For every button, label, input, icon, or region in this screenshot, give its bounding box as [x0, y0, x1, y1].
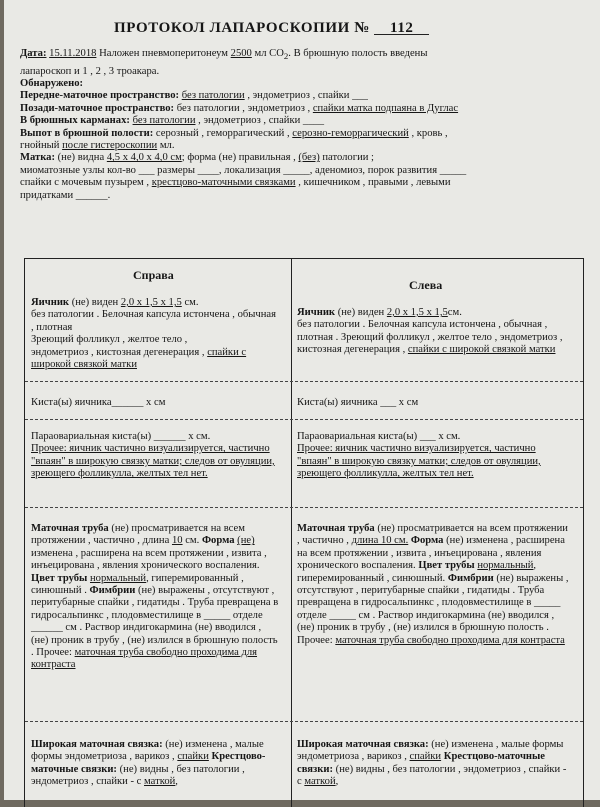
left-ligament-text: (не) изменена , малые формы эндометриоза , варикоз , — [297, 739, 564, 763]
effusion-value: серозно-геморрагический — [292, 127, 409, 139]
left-ligament-label: Широкая маточная связка: — [297, 739, 429, 750]
left-para-cell — [297, 431, 569, 481]
pockets-value: без патологии — [132, 115, 196, 127]
effusion-line2-value: после гистероскопии — [62, 139, 158, 151]
uterus-line-4: придатками ______. — [20, 189, 111, 201]
right-heading: Справа — [133, 268, 174, 282]
right-tube-a: (не) просматривается на всем протяжении , частично , длина — [31, 523, 245, 547]
found-label: Обнаружено: — [20, 77, 84, 89]
left-ovary-a: (не) виден — [337, 307, 385, 318]
right-form-label: Форма — [201, 535, 235, 547]
anterior-line — [20, 90, 580, 102]
right-tube-line — [31, 523, 279, 672]
effusion-rest2: , кровь , — [411, 127, 448, 139]
uterus-a: (не) видна — [57, 152, 105, 164]
right-form-text: изменена , расширена на всем протяжении , извита , инъецирована , явления хронического воспаления. — [31, 547, 267, 572]
right-ligament-label: Широкая маточная связка: — [31, 739, 163, 750]
left-para: Параовариальная киста(ы) ___ х см. — [297, 431, 461, 442]
posterior-rest: без патологии , эндометриоз , — [176, 102, 311, 114]
left-ovary-unit: см. — [447, 307, 462, 318]
pockets-rest: , эндометриоз , спайки ____ — [198, 115, 325, 127]
row-divider-4 — [25, 721, 583, 722]
right-para-cell — [31, 431, 279, 481]
uterus-dims: 4,5 х 4,0 х 4,0 см — [106, 152, 182, 164]
left-color-rest: , гиперемированный , синюшный. — [297, 560, 537, 584]
posterior-value: спайки матка подпаяна в Дуглас — [312, 102, 459, 114]
left-tube-line — [297, 523, 569, 647]
adnexa-table — [24, 258, 584, 807]
uterus-d: патологии ; — [322, 152, 374, 164]
right-fimb-value: маточная труба свободно проходима для контраста — [31, 647, 258, 671]
right-ovary-text3-a: эндометриоз , кистозная дегенерация , — [31, 346, 205, 358]
uterus-line — [20, 152, 580, 164]
left-heading: Слева — [409, 278, 443, 292]
right-sacro-text: (не) видны , без патологии , эндометриоз , спайки - с — [31, 763, 245, 788]
left-tube-cell — [297, 523, 569, 647]
title-prefix: ПРОТОКОЛ ЛАПАРОСКОПИИ № — [114, 20, 370, 36]
right-ovary-dims: 2,0 х 1,5 х 1,5 — [120, 297, 182, 308]
right-form-ne: (не) — [237, 535, 255, 547]
right-sacro-value: маткой — [144, 776, 176, 788]
left-sacro-text: (не) видны , без патологии , эндометриоз , спайки - с — [297, 763, 567, 788]
date-label: Дата: — [20, 48, 47, 59]
right-ligament-line — [31, 739, 279, 789]
left-ovary-cell — [297, 307, 569, 357]
left-color-value: нормальный — [477, 560, 534, 572]
left-form-label: Форма — [410, 535, 444, 547]
right-fimb-text: (не) выражены , отсутствуют , перитубарные спайки , гидатиды . Труба превращена в гидросальпинкс , плодовместилище в _____ отделе ______ см . Раствор индигокармина (не) вводился , (не) проник в трубу , (не) излился в брюшную полость . Прочее: — [31, 585, 279, 659]
right-color-label: Цвет трубы — [31, 572, 88, 584]
anterior-value: без патологии — [181, 90, 245, 102]
right-ovary-a: (не) виден — [71, 297, 119, 308]
co-sub: 2 — [283, 51, 289, 62]
row-divider-3 — [25, 507, 583, 508]
uterus-label: Матка: — [20, 152, 55, 164]
left-ovary-line — [297, 307, 569, 319]
right-tube-cell — [31, 523, 279, 672]
right-ligament-value: спайки — [177, 751, 209, 763]
right-ovary-text3 — [31, 347, 279, 372]
left-form-text: (не) изменена , расширена на всем протяжении , извита , инъецирована , явления хронического воспаления. — [297, 535, 565, 572]
left-ligament-cell — [297, 739, 569, 789]
uterus-b: ; форма (не) правильная , — [181, 152, 296, 164]
row-divider-2 — [25, 419, 583, 420]
effusion-rest: серозный , геморрагический , — [155, 127, 290, 139]
right-ovary-unit: см. — [184, 297, 199, 308]
trocar-line: лапароскоп и 1 , 2 , 3 троакара. — [20, 65, 160, 77]
column-divider — [291, 259, 292, 807]
left-color-label: Цвет трубы — [418, 560, 475, 572]
right-ovary-text2: Зреющий фолликул , желтое тело , — [31, 334, 188, 346]
pneumo-value: 2500 — [230, 48, 252, 59]
right-ovary-adhesions: спайки с широкой связкой матки — [31, 346, 247, 371]
page-title — [114, 22, 429, 35]
right-tube-len: 10 — [171, 535, 183, 547]
left-sacro-value: маткой — [304, 776, 336, 788]
right-color-rest: , гиперемированный , синюшный . — [31, 572, 244, 597]
right-color-value: нормальный — [89, 572, 147, 584]
left-ovary-dims: 2,0 х 1,5 х 1,5 — [386, 307, 448, 318]
pneumo-tail: . В брюшную полость введены — [288, 48, 428, 59]
left-ligament-value: спайки — [409, 751, 442, 763]
uterus-c: (без) — [298, 152, 320, 164]
date-line — [20, 48, 580, 63]
right-tube-label: Маточная труба — [31, 523, 109, 534]
left-cyst: Киста(ы) яичника ___ х см — [297, 397, 419, 408]
right-para: Параовариальная киста(ы) ______ х см. — [31, 431, 211, 442]
pneumo-text: Наложен пневмоперитонеум — [99, 48, 228, 59]
left-other: Прочее: яичник частично визуализируется, частично "впаян" в широкую связку матки; следов от овуляции, зреющего фолликулла, желтых тел нет. — [297, 443, 541, 480]
uterus-line-2: миоматозные узлы кол-во ___ размеры ____, локализация _____, аденомиоз, порок развития _____ — [20, 164, 467, 176]
posterior-line — [20, 103, 580, 115]
posterior-label: Позади-маточное пространство: — [20, 102, 175, 114]
left-tube-len: длина 10 см. — [351, 535, 409, 547]
pockets-line — [20, 115, 580, 127]
right-ligament-text: (не) изменена , малые формы эндометриоза , варикоз , — [31, 739, 264, 763]
left-fimb-text: (не) выражены , отсутствуют , перитубарные спайки , гидатиды . Труба превращена в гидросальпинкс , плодовместилище в _____ отделе _____ см . Раствор индигокармина (не) вводился , (не) проник в трубу , (не) излился в брюшную полость . Прочее: — [297, 572, 569, 646]
left-ovary-adhesions: спайки с широкой связкой матки — [407, 344, 556, 356]
anterior-rest: , эндометриоз , спайки ___ — [247, 90, 368, 102]
left-ovary-text — [297, 319, 569, 356]
right-sacro-label: Крестцово-маточные связки: — [31, 751, 266, 775]
left-fimb-label: Фимбрии — [447, 572, 494, 584]
right-tube-unit: см. — [185, 535, 200, 547]
right-fimb-label: Фимбрии — [89, 585, 136, 597]
uterus-line3-value: крестцово-маточными связками — [151, 177, 296, 189]
anterior-label: Передне-маточное пространство: — [20, 90, 180, 102]
header-section — [20, 48, 580, 202]
right-ovary-label: Яичник — [31, 297, 70, 308]
left-ovary-label: Яичник — [297, 307, 336, 318]
right-ovary-text: без патологии . Белочная капсула истончена , обычная , плотная — [31, 309, 276, 333]
right-ovary-line — [31, 297, 279, 309]
pneumo-unit: мл СО — [254, 48, 284, 59]
protocol-number: 112 — [374, 22, 429, 35]
uterus-line3-b: , кишечником , правыми , левыми — [298, 177, 451, 189]
left-tube-a: (не) просматривается на всем протяжении , частично , — [297, 523, 568, 547]
left-sacro-tail: , — [335, 776, 339, 788]
protocol-sheet — [4, 0, 600, 800]
left-tube-label: Маточная труба — [297, 523, 375, 534]
effusion-label: Выпот в брюшной полости: — [20, 127, 154, 139]
effusion-line — [20, 128, 580, 140]
right-sacro-tail: , — [175, 776, 178, 788]
effusion-line2-b: мл. — [159, 139, 175, 151]
right-ovary-cell — [31, 297, 279, 371]
uterus-line3-a: спайки с мочевым пузырем , — [20, 177, 150, 189]
right-cyst: Киста(ы) яичника______ х см — [31, 397, 166, 408]
left-fimb-value: маточная труба свободно проходима для контраста — [335, 634, 565, 646]
left-sacro-label: Крестцово-маточные связки: — [297, 751, 545, 775]
left-ovary-text-a: без патологии . Белочная капсула истончена , обычная , плотная . Зреющий фолликул , желтое тело , эндометриоз , кистозная дегенерация , — [297, 319, 563, 356]
uterus-line-3 — [20, 177, 580, 189]
pockets-label: В брюшных карманах: — [20, 115, 130, 127]
right-other: Прочее: яичник частично визуализируется, частично "впаян" в широкую связку матки; следов от овуляции, зреющего фолликулла, желтых тел нет. — [31, 443, 275, 480]
date-value: 15.11.2018 — [49, 48, 97, 59]
effusion-line2-a: гнойный — [20, 139, 60, 151]
effusion-line-2 — [20, 140, 580, 152]
left-ligament-line — [297, 739, 569, 789]
right-ligament-cell — [31, 739, 279, 789]
row-divider-1 — [25, 381, 583, 382]
